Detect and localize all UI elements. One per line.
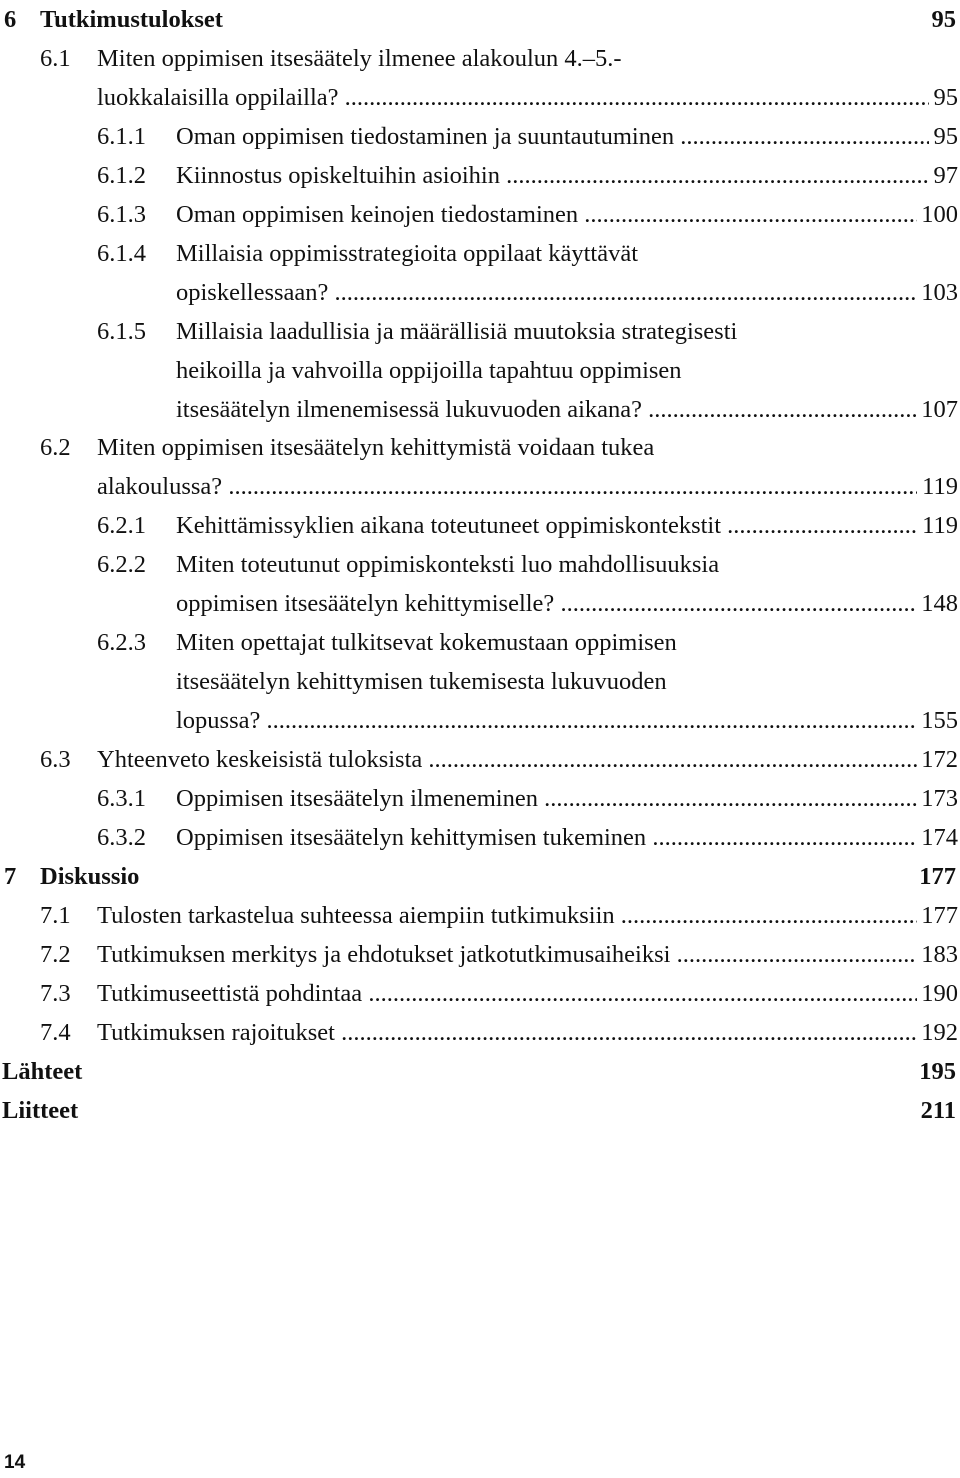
toc-entry-title: alakoulussa? ..... [97,467,917,506]
toc-entry[interactable] [0,390,958,429]
toc-entry-page: 177 [919,862,956,890]
toc-entry[interactable] [0,1013,958,1052]
toc-entry-number: 6.2.2 [97,551,146,579]
toc-entry-title: Tutkimuksen merkitys ja ehdotukset jatkotutkimusaiheiksi ..... [97,935,917,974]
toc-entry-number: 7.2 [40,940,71,968]
toc-entry[interactable] [0,545,958,584]
toc-entry-page: 103 [921,278,958,306]
toc-entry[interactable] [0,935,958,974]
toc-entry[interactable] [0,818,958,857]
toc-entry-number: 6.2 [40,434,71,462]
toc-entry-number: 7.4 [40,1018,71,1046]
toc-entry-page: 173 [921,785,958,812]
toc-entry-number: 7.1 [40,901,71,929]
toc-entry-title: Liitteet [2,1096,79,1124]
toc-entry-page: 174 [921,823,958,851]
toc-entry-page: 100 [921,200,958,228]
toc-entry[interactable] [0,0,958,39]
toc-entry-page: 183 [921,940,958,968]
toc-entry-number: 6.1.1 [97,122,146,150]
toc-entry-title: Lähteet [2,1057,83,1085]
toc-entry-title: Oppimisen itsesäätelyn kehittymisen tukeminen ..... [176,818,917,857]
toc-entry-page: 177 [921,901,958,929]
toc-entry[interactable] [0,312,958,351]
toc-entry-title: Tulosten tarkastelua suhteessa aiempiin tutkimuksiin ..... [97,896,917,935]
toc-entry-title: opiskellessaan? ..... [176,273,917,312]
toc-entry[interactable] [0,896,958,935]
toc-entry-title: lopussa? ..... [176,701,917,740]
toc-entry-title: Millaisia laadullisia ja määrällisiä muutoksia strategisesti [176,317,738,345]
toc-entry-page: 195 [919,1057,956,1085]
toc-entry-number: 6.1.5 [97,317,146,345]
toc-entry[interactable] [0,351,958,390]
toc-entry[interactable] [0,1091,958,1130]
toc-entry-title: itsesäätelyn kehittymisen tukemisesta lukuvuoden [176,668,667,696]
toc-entry-number: 7 [4,862,17,890]
toc-entry-page: 97 [933,161,958,189]
toc-entry-title: oppimisen itsesäätelyn kehittymiselle? ..... [176,584,917,623]
toc-entry-title: Miten oppimisen itsesäätelyn kehittymistä voidaan tukea [97,434,655,462]
toc-entry[interactable] [0,857,958,896]
toc-entry[interactable] [0,506,958,545]
toc-entry-page: 95 [933,83,958,111]
toc-entry-title: Miten toteutunut oppimiskonteksti luo mahdollisuuksia [176,551,720,579]
toc-entry-title: Diskussio [40,862,140,890]
toc-entry-title: luokkalaisilla oppilailla? ..... [97,78,929,117]
toc-entry-title: Kiinnostus opiskeltuihin asioihin ..... [176,156,929,195]
toc-entry[interactable] [0,273,958,312]
toc-entry-page: 95 [931,6,956,33]
toc-entry-title: Miten oppimisen itsesäätely ilmenee alakoulun 4.‒5.- [97,44,622,72]
toc-entry-number: 6.2.3 [97,629,146,657]
toc-entry-title: itsesäätelyn ilmenemisessä lukuvuoden aikana? ..... [176,390,917,429]
toc-entry-page: 119 [922,473,958,501]
toc-entry-number: 6.1 [40,44,71,72]
toc-entry[interactable] [0,467,958,506]
toc-entry-number: 6.3.1 [97,785,146,812]
toc-entry[interactable] [0,39,958,78]
toc-entry[interactable] [0,662,958,701]
toc-entry[interactable] [0,974,958,1013]
toc-entry[interactable] [0,779,958,818]
toc-entry-page: 107 [921,395,958,423]
toc-entry[interactable] [0,78,958,117]
page-number: 14 [4,1452,26,1473]
toc-entry-title: Oman oppimisen keinojen tiedostaminen ..... [176,195,917,234]
toc-entry[interactable] [0,117,958,156]
toc-entry-number: 6.3.2 [97,823,146,851]
toc-entry-page: 148 [921,590,958,618]
toc-entry-number: 6.1.4 [97,239,146,267]
toc-entry-page: 95 [933,122,958,150]
toc-entry-title: Tutkimustulokset [40,6,223,33]
toc-entry[interactable] [0,156,958,195]
toc-entry-title: Kehittämissyklien aikana toteutuneet oppimiskontekstit ..... [176,506,917,545]
toc-entry-title: Oman oppimisen tiedostaminen ja suuntautuminen ..... [176,117,929,156]
toc-entry[interactable] [0,428,958,467]
toc-entry[interactable] [0,740,958,779]
toc-entry[interactable] [0,1052,958,1091]
toc-entry-title: Oppimisen itsesäätelyn ilmeneminen ..... [176,779,917,818]
toc-entry-page: 192 [921,1018,958,1046]
toc-entry-page: 172 [921,746,958,774]
toc-entry[interactable] [0,234,958,273]
toc-entry[interactable] [0,195,958,234]
toc-entry-page: 211 [920,1096,956,1124]
toc-entry-page: 119 [922,512,958,540]
toc-entry-page: 190 [921,979,958,1007]
toc-entry-number: 6.1.2 [97,161,146,189]
toc-entry-title: Millaisia oppimisstrategioita oppilaat käyttävät [176,239,638,267]
toc-entry-title: Tutkimuksen rajoitukset ..... [97,1013,917,1052]
toc-entry[interactable] [0,623,958,662]
toc-entry-title: Tutkimuseettistä pohdintaa ..... [97,974,917,1013]
toc-entry-number: 6.3 [40,746,71,774]
toc-entry-number: 6 [4,6,17,33]
toc-entry-number: 6.1.3 [97,200,146,228]
toc-entry[interactable] [0,701,958,740]
toc-entry-number: 7.3 [40,979,71,1007]
toc-entry[interactable] [0,584,958,623]
toc-entry-number: 6.2.1 [97,512,146,540]
toc-entry-title: Miten opettajat tulkitsevat kokemustaan oppimisen [176,629,677,657]
toc-entry-title: heikoilla ja vahvoilla oppijoilla tapahtuu oppimisen [176,356,682,384]
toc-entry-page: 155 [921,707,958,735]
toc-entry-title: Yhteenveto keskeisistä tuloksista ..... [97,740,917,779]
